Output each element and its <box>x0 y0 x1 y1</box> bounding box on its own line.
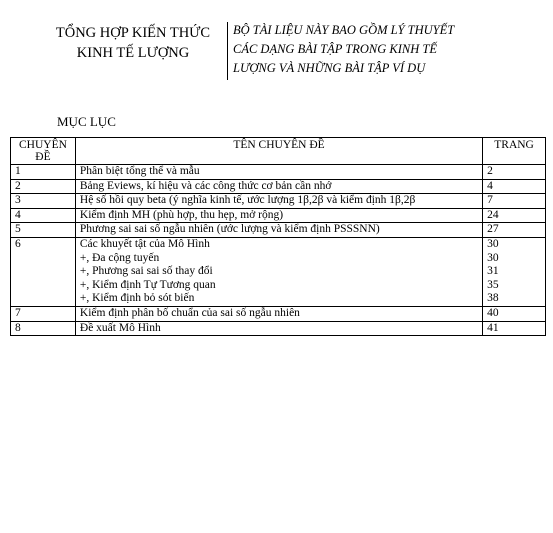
toc-row-page <box>483 165 546 180</box>
toc-row-number: 1 <box>11 165 76 180</box>
column-header-page: TRANG <box>483 138 546 165</box>
toc-title-line: +, Phương sai sai số thay đổi <box>79 265 213 278</box>
toc-header-row <box>11 138 546 165</box>
toc-row <box>11 237 546 306</box>
subtitle-line: LƯỢNG VÀ NHỮNG BÀI TẬP VÍ DỤ <box>233 61 426 75</box>
toc-row-page <box>483 237 546 306</box>
column-header-name: TÊN CHUYÊN ĐỀ <box>75 138 482 165</box>
toc-row <box>11 179 546 194</box>
toc-title-line: Kiểm định MH (phù hợp, thu hẹp, mở rộng) <box>79 208 284 221</box>
toc-title-line: +, Kiểm định Tự Tương quan <box>79 278 216 291</box>
toc-page-number: 30 <box>487 251 499 264</box>
toc-row-title <box>75 165 482 180</box>
toc-page-number: 35 <box>487 278 499 291</box>
toc-title-line: Phân biệt tổng thể và mẫu <box>79 165 200 177</box>
toc-row <box>11 194 546 209</box>
toc-page-number: 40 <box>487 306 499 319</box>
toc-page-number: 41 <box>487 321 499 334</box>
toc-title-line: Hệ số hồi quy beta (ý nghĩa kinh tế, ước lượng 1β,2β và kiểm định 1β,2β <box>79 194 416 207</box>
document-subtitle <box>233 21 533 78</box>
toc-page-number: 27 <box>487 223 499 236</box>
toc-row-number: 6 <box>11 237 76 306</box>
toc-row-number: 2 <box>11 179 76 194</box>
toc-row-number: 4 <box>11 208 76 223</box>
title-line: TỔNG HỢP KIẾN THỨC <box>55 25 211 41</box>
title-line: KINH TẾ LƯỢNG <box>76 45 190 61</box>
toc-title-line: +, Đa cộng tuyến <box>79 251 160 264</box>
toc-row-number: 3 <box>11 194 76 209</box>
toc-page-number: 38 <box>487 292 499 305</box>
toc-row-title <box>75 237 482 306</box>
toc-page-number: 31 <box>487 265 499 278</box>
column-header-number: CHUYÊN ĐỀ <box>11 138 76 165</box>
toc-page-number: 2 <box>487 165 493 177</box>
toc-row <box>11 208 546 223</box>
toc-page-number: 4 <box>487 179 493 192</box>
toc-table <box>10 137 546 336</box>
toc-row-number: 7 <box>11 306 76 321</box>
toc-row-page <box>483 306 546 321</box>
toc-row-page <box>483 194 546 209</box>
toc-row-page <box>483 179 546 194</box>
toc-page-number: 30 <box>487 237 499 250</box>
toc-title-line: Đề xuất Mô Hình <box>79 321 161 334</box>
toc-row-title <box>75 321 482 336</box>
document-title <box>48 23 218 63</box>
toc-row-number: 8 <box>11 321 76 336</box>
toc-row-title <box>75 179 482 194</box>
toc-title-line: Bảng Eviews, kí hiệu và các công thức cơ bản cần nhớ <box>79 179 332 192</box>
subtitle-line: CÁC DẠNG BÀI TẬP TRONG KINH TẾ <box>233 42 437 56</box>
toc-row-page <box>483 208 546 223</box>
toc-row-title <box>75 194 482 209</box>
toc-page-number: 7 <box>487 194 493 207</box>
toc-title-line: Các khuyết tật của Mô Hình <box>79 237 210 250</box>
toc-row-title <box>75 208 482 223</box>
toc-row-title <box>75 306 482 321</box>
toc-row <box>11 321 546 336</box>
toc-title-line: Kiểm định phân bố chuẩn của sai số ngẫu nhiên <box>79 306 300 319</box>
toc-body <box>11 165 546 336</box>
toc-title-line: +, Kiểm định bỏ sót biến <box>79 292 195 305</box>
toc-row <box>11 306 546 321</box>
subtitle-line: BỘ TÀI LIỆU NÀY BAO GỒM LÝ THUYẾT <box>233 23 455 37</box>
toc-row-page <box>483 223 546 238</box>
toc-row-page <box>483 321 546 336</box>
toc-row-number: 5 <box>11 223 76 238</box>
toc-row <box>11 223 546 238</box>
toc-row <box>11 165 546 180</box>
toc-row-title <box>75 223 482 238</box>
header-divider <box>227 22 228 80</box>
toc-title-line: Phương sai sai số ngẫu nhiên (ước lượng và kiểm định PSSSNN) <box>79 223 380 236</box>
toc-heading: MỤC LỤC <box>57 114 116 129</box>
toc-page-number: 24 <box>487 208 499 221</box>
